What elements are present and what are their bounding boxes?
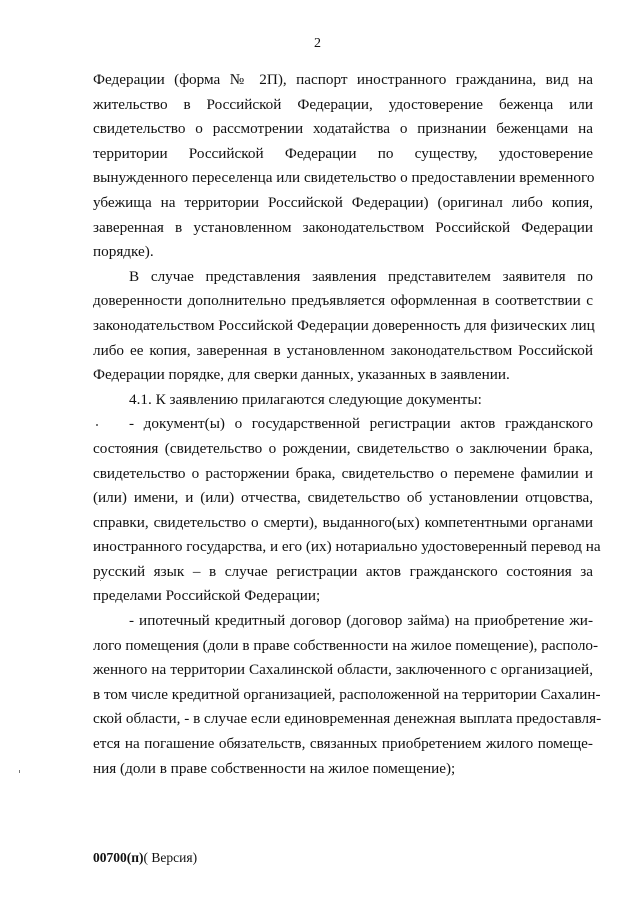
text-line: ется на погашение обязательств, связанных приобретением жилого помеще- bbox=[93, 735, 593, 753]
text-line: свидетельство о рассмотрении ходатайства о признании беженцами на bbox=[93, 120, 593, 138]
document-version: ( Версия) bbox=[143, 850, 198, 865]
text-line: порядке). bbox=[93, 243, 154, 261]
text-line: - ипотечный кредитный договор (договор займа) на приобретение жи- bbox=[129, 612, 593, 630]
document-code: 00700(п) bbox=[93, 850, 144, 865]
text-line: свидетельство о расторжении брака, свидетельство о перемене фамилии и bbox=[93, 464, 593, 482]
text-line: ния (доли в праве собственности на жилое помещение); bbox=[93, 759, 456, 777]
text-line: Федерации порядке, для сверки данных, указанных в заявлении. bbox=[93, 366, 510, 384]
text-line: иностранного государства, и его (их) нотариально удостоверенный перевод на bbox=[93, 538, 601, 556]
text-line: 4.1. К заявлению прилагаются следующие документы: bbox=[129, 390, 482, 408]
scan-speck bbox=[19, 770, 20, 773]
text-line: ской области, - в случае если единовременная денежная выплата предоставля- bbox=[93, 710, 602, 728]
text-line: русский язык – в случае регистрации актов гражданского состояния за bbox=[93, 562, 593, 580]
text-line: (или) имени, и (или) отчества, свидетельство об установлении отцовства, bbox=[93, 489, 593, 507]
text-line: законодательством Российской Федерации доверенность для физических лиц bbox=[93, 316, 595, 334]
text-line: вынужденного переселенца или свидетельство о предоставлении временного bbox=[93, 169, 595, 187]
text-line: В случае представления заявления представителем заявителя по bbox=[129, 267, 593, 285]
document-footer bbox=[93, 850, 197, 866]
page-number: 2 bbox=[314, 36, 321, 51]
text-line: состояния (свидетельство о рождении, свидетельство о заключении брака, bbox=[93, 439, 593, 457]
scan-speck bbox=[96, 424, 98, 426]
text-line: доверенности дополнительно предъявляется оформленная в соответствии с bbox=[93, 292, 593, 310]
scan-speck bbox=[100, 580, 101, 581]
text-line: женного на территории Сахалинской области, заключенного с организацией, bbox=[93, 661, 593, 679]
text-line: в том числе кредитной организацией, расположенной на территории Сахалин- bbox=[93, 685, 601, 703]
text-line: пределами Российской Федерации; bbox=[93, 587, 321, 605]
text-line: Федерации (форма № 2П), паспорт иностранного гражданина, вид на bbox=[93, 71, 593, 88]
text-line: справки, свидетельство о смерти), выданного(ых) компетентными органами bbox=[93, 513, 593, 531]
text-line: жительство в Российской Федерации, удостоверение беженца или bbox=[93, 95, 593, 113]
text-line: лого помещения (доли в праве собственности на жилое помещение), располо- bbox=[93, 636, 599, 654]
text-line: либо ее копия, заверенная в установленном законодательством Российской bbox=[93, 341, 593, 359]
document-body bbox=[93, 68, 602, 781]
text-line: - документ(ы) о государственной регистрации актов гражданского bbox=[129, 415, 593, 433]
text-line: территории Российской Федерации по существу, удостоверение bbox=[93, 144, 593, 162]
text-line: убежища на территории Российской Федерации) (оригинал либо копия, bbox=[93, 193, 593, 211]
text-line: заверенная в установленном законодательством Российской Федерации bbox=[93, 218, 593, 236]
